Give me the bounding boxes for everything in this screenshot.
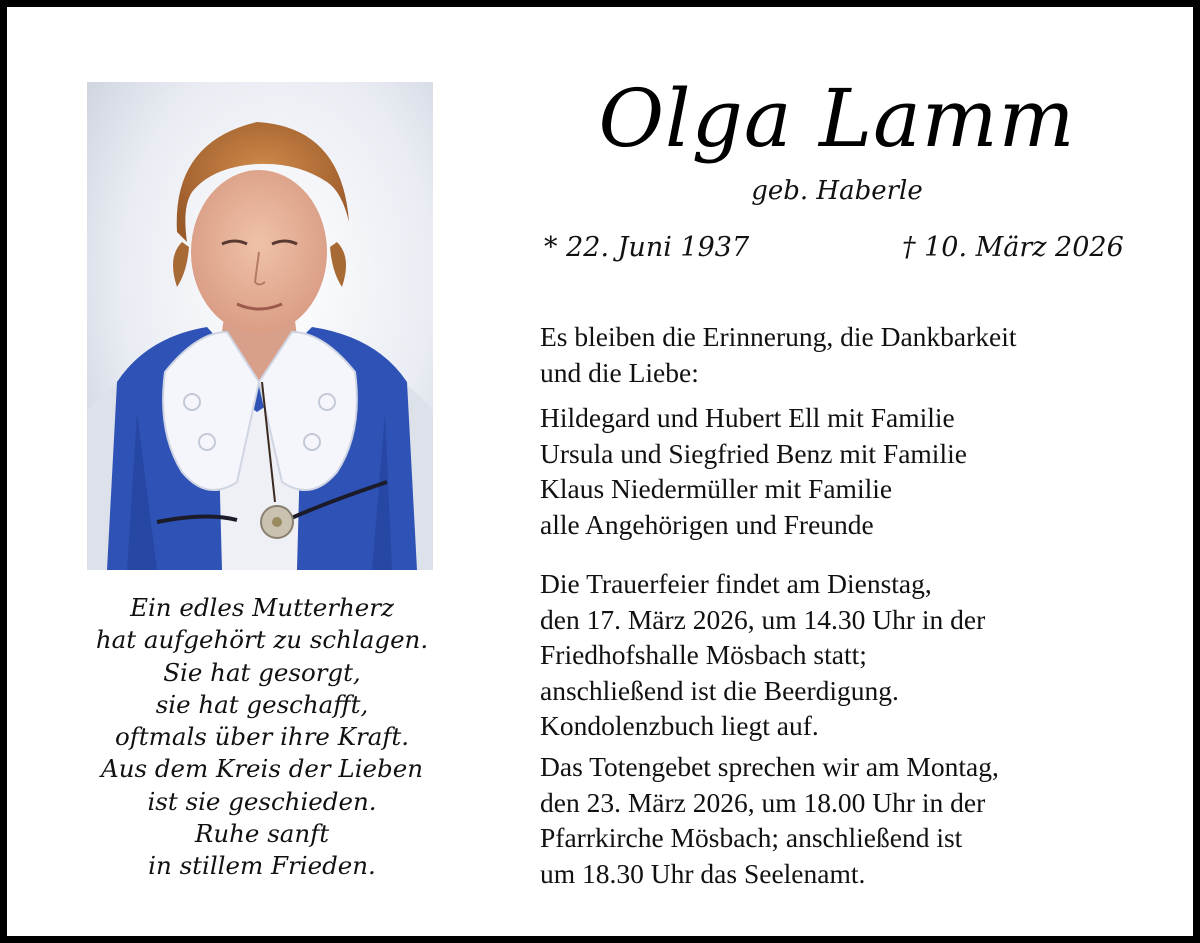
poem-line: Ein edles Mutterherz (130, 593, 394, 622)
poem-line: Sie hat gesorgt, (163, 657, 361, 687)
poem-line: hat aufgehört zu schlagen. (95, 625, 429, 655)
poem-line: sie hat geschafft, (155, 689, 369, 719)
intro-text (540, 319, 1017, 390)
text-line: Die Trauerfeier findet am Dienstag, (540, 568, 932, 599)
text-line: Das Totengebet sprechen wir am Montag, (540, 751, 999, 782)
mourner: alle Angehörigen und Freunde (540, 508, 874, 540)
mourner: Ursula und Siegfried Benz mit Familie (540, 437, 967, 469)
birth-date: * 22. Juni 1937 (544, 232, 750, 263)
text-line: und die Liebe: (540, 356, 699, 388)
mourners-list (540, 400, 967, 542)
poem-line: ist sie geschieden. (147, 786, 377, 816)
mourner: Hildegard und Hubert Ell mit Familie (540, 402, 955, 433)
text-line: Kondolenzbuch liegt auf. (540, 710, 819, 741)
mourner: Klaus Niedermüller mit Familie (540, 473, 893, 504)
maiden-name: geb. Haberle (751, 176, 923, 206)
poem-line: Ruhe sanft (194, 819, 330, 849)
text-line: den 23. März 2026, um 18.00 Uhr in der (540, 786, 986, 818)
deceased-name: Olga Lamm (598, 72, 1076, 165)
portrait-photo (87, 82, 433, 570)
death-date: † 10. März 2026 (902, 232, 1124, 263)
text-line: Pfarrkirche Mösbach; anschließend ist (540, 822, 963, 853)
poem-line: in stillem Frieden. (148, 851, 376, 881)
poem (67, 592, 457, 883)
prayer-info (540, 749, 999, 891)
text-line: Es bleiben die Erinnerung, die Dankbarkeit (540, 321, 1017, 352)
text-line: Friedhofshalle Mösbach statt; (540, 639, 867, 670)
funeral-info (540, 566, 985, 744)
poem-line: Aus dem Kreis der Lieben (101, 754, 423, 784)
text-line: anschließend ist die Beerdigung. (540, 674, 899, 706)
poem-line: oftmals über ihre Kraft. (114, 722, 410, 752)
text-line: den 17. März 2026, um 14.30 Uhr in der (540, 603, 986, 635)
text-line: um 18.30 Uhr das Seelenamt. (540, 857, 866, 889)
